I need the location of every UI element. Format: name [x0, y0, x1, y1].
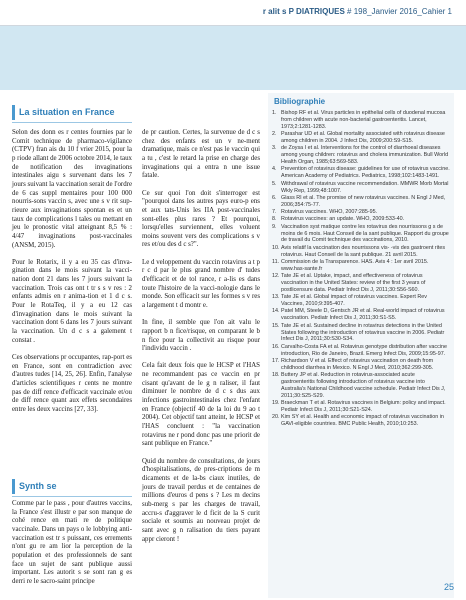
- reference-number: 20.: [272, 414, 280, 421]
- reference-number: 6.: [272, 194, 277, 201]
- reference-text: Bishop RF et al. Virus particles in epithelial cells of duodenal mucosa from children with acute non-bacterial gastroenteritis. Lancet, 1973;2:1281-1283.: [281, 110, 446, 130]
- reference-text: de Zoysa I et al. Interventions for the control of diarrhoeal diseases among young children: rotavirus and cholera immunization. Bull World Health Organ, 1985;63:569-583.: [281, 145, 449, 166]
- reference-text: Prevention of rotavirus disease: guidelines for use of rotavirus vaccine. American Academy of Pediatrics. Pediatrics, 1998;102:1483-1491.: [281, 166, 450, 180]
- header-band: [0, 26, 466, 90]
- column-1: [12, 129, 132, 423]
- reference-item: [272, 245, 450, 259]
- reference-text: Withdrawal of rotavirus vaccine recommendation. MMWR Morb Mortal Wkly Rep, 1999;48:1007.: [281, 180, 449, 194]
- reference-number: 17.: [272, 357, 280, 364]
- paragraph: Comme par le pass , pour d'autres vaccins, la France s'est illustr e par son manque de cohé rence en mati re de politique vaccinale. Dans un pays o le lobbying anti-vaccination est tr s puissant, ces errements n'ont gu re am lior la perception de la population et des professionnels de sant face un sujet de sant publique aussi important. Les autorit s se sont ran g es derri re le sacro-saint principe: [12, 500, 132, 585]
- reference-item: [272, 209, 450, 216]
- section-heading-synthese: [12, 479, 132, 494]
- reference-text: Vaccination syst matique contre les rotavirus des nourrissons g s de moins de 6 mois. Haut Conseil de la sant publique. Rapport du groupe de travail du Comit technique des vaccinations, 2010.: [281, 223, 449, 244]
- reference-text: Commission de la Transparence. HAS. Avis 4 : 1er avril 2015. www.has-sante.fr: [281, 258, 429, 272]
- reference-item: [272, 145, 450, 166]
- reference-text: Carvalho-Costa FA et al. Rotavirus genotype distribution after vaccine introduction, Rio de Janeiro, Brazil. Emerg Infect Dis, 2009;15:95-97.: [281, 343, 447, 357]
- page-header: [0, 0, 466, 26]
- reference-number: 15.: [272, 322, 280, 329]
- paragraph: Quid du nombre de consultations, de jours d'hospitalisations, de pres-criptions de m dicaments et de la-bs ciaux inutiles, de jours de travail perdus et de centaines de millions d'euros d pens s ? Les m decins sub-merg s par les charges de travail, accru-s d'aggraver le d ficit de la S curit sociale et soumis au nouveau projet de sant avec g n ralisation du tiers payant appr cieront !: [142, 457, 260, 543]
- heading-bar: [12, 105, 15, 120]
- reference-number: 13.: [272, 294, 280, 301]
- journal-name: r alit s P DIATRIQUES: [262, 7, 345, 16]
- reference-number: 19.: [272, 400, 280, 407]
- issue-info: # 198_Janvier 2016_Cahier 1: [347, 7, 452, 16]
- reference-number: 4.: [272, 166, 277, 173]
- paragraph: Le d veloppement du vaccin rotavirus a t p r c d par le plus grand nombre d' tudes d'efficacit et de tol rance, r a-lis es dans toute l'histoire de la vacci-nologie dans le monde. Son efficacit sur les formes s v res a largement t d montr e.: [142, 258, 260, 309]
- reference-item: [272, 358, 450, 372]
- reference-item: [272, 216, 450, 223]
- reference-item: [272, 131, 450, 145]
- reference-number: 10.: [272, 244, 280, 251]
- paragraph: In fine, il semble que l'on ait valu le rapport b n fice/risque, en comparant le b n fice pour la collectivit au risque pour l'individu vaccin .: [142, 319, 260, 353]
- reference-text: Avis relatif la vaccination des nourrissons vis- -vis des gastroent rites rotavirus. Haut Conseil de la sant publique. 21 avril 2015.: [281, 244, 446, 258]
- reference-text: Glass RI et al. The promise of new rotavirus vaccines. N Engl J Med, 2006;354:75-77.: [281, 194, 446, 208]
- running-header: [263, 7, 452, 16]
- reference-text: Tate JE et al. Sustained decline in rotavirus detections in the United States following the introduction of rotavirus vaccine in 2006. Pediatr Infect Dis J, 2011;30:S30-S34.: [281, 322, 445, 343]
- reference-number: 8.: [272, 216, 277, 223]
- reference-number: 7.: [272, 209, 277, 216]
- reference-item: [272, 110, 450, 131]
- paragraph: Ce sur quoi l'on doit s'interroger est "pourquoi dans les autres pays euro-p ens et aux tats-Unis les IIA post-vaccinales sont-elles plus rares ? Et pourquoi, lorsqu'elles surviennent, elles voluent moins souvent vers des complications s v res et/ou des d c s?".: [142, 189, 260, 249]
- reference-number: 5.: [272, 180, 277, 187]
- column-1-synthese: [12, 500, 132, 595]
- paragraph: de pr caution. Certes, la survenue de d c s chez des enfants est un v ne-ment dramatique, mais ce n'est pas le vaccin qui a tu , c'est le retard la prise en charge des invaginations qui a entra n une issue fatale.: [142, 129, 260, 180]
- reference-item: [272, 400, 450, 414]
- paragraph: Pour le Rotarix, il y a eu 35 cas d'inva-gination dans le mois suivant la vacci-nation dont 21 dans les 7 jours suivant la vaccination. Trois cas ont t tr s s v res : 2 enfants admis en r anima-tion et 1 d c s. Pour le RotaTeq, il y a eu 12 cas d'invagination dans le mois suivant la vaccination dont 6 dans les 7 jours suivant la vaccination. Un d c s a galement t constat .: [12, 258, 132, 344]
- bibliography-list: [272, 110, 450, 429]
- reference-text: Braeckman T et al. Rotavirus vaccines in Belgium: policy and impact. Pediatr Infect Dis J, 2011;30:S21-S24.: [281, 400, 446, 414]
- reference-item: [272, 372, 450, 400]
- heading-rule: [12, 496, 132, 497]
- heading-bar: [12, 479, 15, 494]
- column-2: [142, 129, 260, 553]
- reference-item: [272, 323, 450, 344]
- page-number: 25: [443, 582, 454, 592]
- section-title: Synth se: [19, 481, 57, 491]
- reference-number: 3.: [272, 145, 277, 152]
- paragraph: Selon des donn es r centes fournies par le Comit technique de pharmaco-vigilance (CTPV) fran ais du 10 f vrier 2015, pour la p riode allant de 2006 octobre 2014, le taux de notification des invaginations intestinales aigu s survenant dans les 7 jours suivant la vaccination serait de l'ordre de 6 cas suppl mentaires pour 100 000 nourris-sons vaccin s, avec une s v rit sup- rieure aux invaginations spontan es et un taux de complications l tales ou mettant en jeu le pronostic vital atteignant 8,5 % : 4/47 invaginations post-vaccinales (ANSM, 2015).: [12, 129, 132, 249]
- reference-item: [272, 294, 450, 308]
- reference-number: 1.: [272, 110, 277, 116]
- reference-text: Tate JE et al. Global impact of rotavirus vaccines. Expert Rev Vaccines, 2010;9:395-407.: [281, 294, 427, 308]
- reference-text: Patel MM, Steele D, Gentsch JR et al. Real-world impact of rotavirus vaccination. Pediatr Infect Dis J, 2011;30:S1-S5.: [281, 308, 445, 322]
- reference-number: 16.: [272, 343, 280, 350]
- reference-item: [272, 166, 450, 180]
- section-title: La situation en France: [19, 107, 115, 117]
- reference-text: Buttery JP et al. Reduction in rotavirus-associated acute gastroenteritis following introduction of rotavirus vaccine into Australia's National Childhood vaccine schedule. Pediatr Infect Dis J, 2011;30:S25-S29.: [281, 372, 446, 399]
- reference-item: [272, 224, 450, 245]
- bibliography-title: Bibliographie: [274, 97, 326, 106]
- reference-item: [272, 344, 450, 358]
- heading-rule: [12, 122, 132, 123]
- reference-number: 2.: [272, 131, 277, 138]
- reference-item: [272, 195, 450, 209]
- reference-text: Richardson V et al. Effect of rotavirus vaccination on death from childhood diarrhea in Mexico. N Engl J Med, 2010;362:299-305.: [281, 357, 434, 371]
- reference-text: Tate JE et al. Uptake, impact, and effectiveness of rotavirus vaccination in the United States: review of the first 3 years of postlicensure data. Pediatr Infect Dis J, 2011;30:S56-S60.: [281, 273, 426, 293]
- reference-number: 18.: [272, 372, 280, 379]
- reference-item: [272, 414, 450, 428]
- reference-number: 14.: [272, 308, 280, 315]
- paragraph: Ces observations pr occupantes, rap-port es en France, sont en contradiction avec d'autres tudes [14, 25, 26]. Enfin, l'analyse d'articles scientifiques r cents ne montre pas de diff rence d'efficacit vaccinale et/ou de diff rence quant aux effets secondaires entre les deux vaccins [27, 33].: [12, 353, 132, 413]
- reference-item: [272, 308, 450, 322]
- reference-number: 9.: [272, 223, 277, 230]
- section-heading-situation: [12, 105, 132, 120]
- reference-item: [272, 181, 450, 195]
- reference-text: Kim SY et al. Health and economic impact of rotavirus vaccination in GAVI-eligible countries. BMC Public Health, 2010;10:253.: [281, 414, 444, 428]
- reference-item: [272, 273, 450, 294]
- reference-number: 11.: [272, 258, 280, 265]
- reference-text: Rotavirus vaccines. WHO, 2007:285-95.: [281, 209, 378, 216]
- paragraph: Cela fait deux fois que le HCSP et l'HAS ne recommandent pas ce vaccin en pr cisant qu'avant de le g n raliser, il faut diminuer le nombre de d c s dus aux infections gastrointestinales chez l'enfant en France (objectif 40 de la loi du 9 ao t 2004). Cet objectif tant atteint, le HCSP et l'HAS concluent : "la vaccination rotavirus ne r pond donc pas une priorit de sant publique en France.": [142, 362, 260, 448]
- reference-item: [272, 259, 450, 273]
- reference-text: Parashar UD et al. Global mortality associated with rotavirus disease among children in 2004. J Infect Dis, 2009;200:S9-S15.: [281, 131, 445, 145]
- reference-text: Rotavirus vaccines: an update. WHO, 2009:533-40.: [281, 216, 405, 223]
- reference-number: 12.: [272, 273, 280, 280]
